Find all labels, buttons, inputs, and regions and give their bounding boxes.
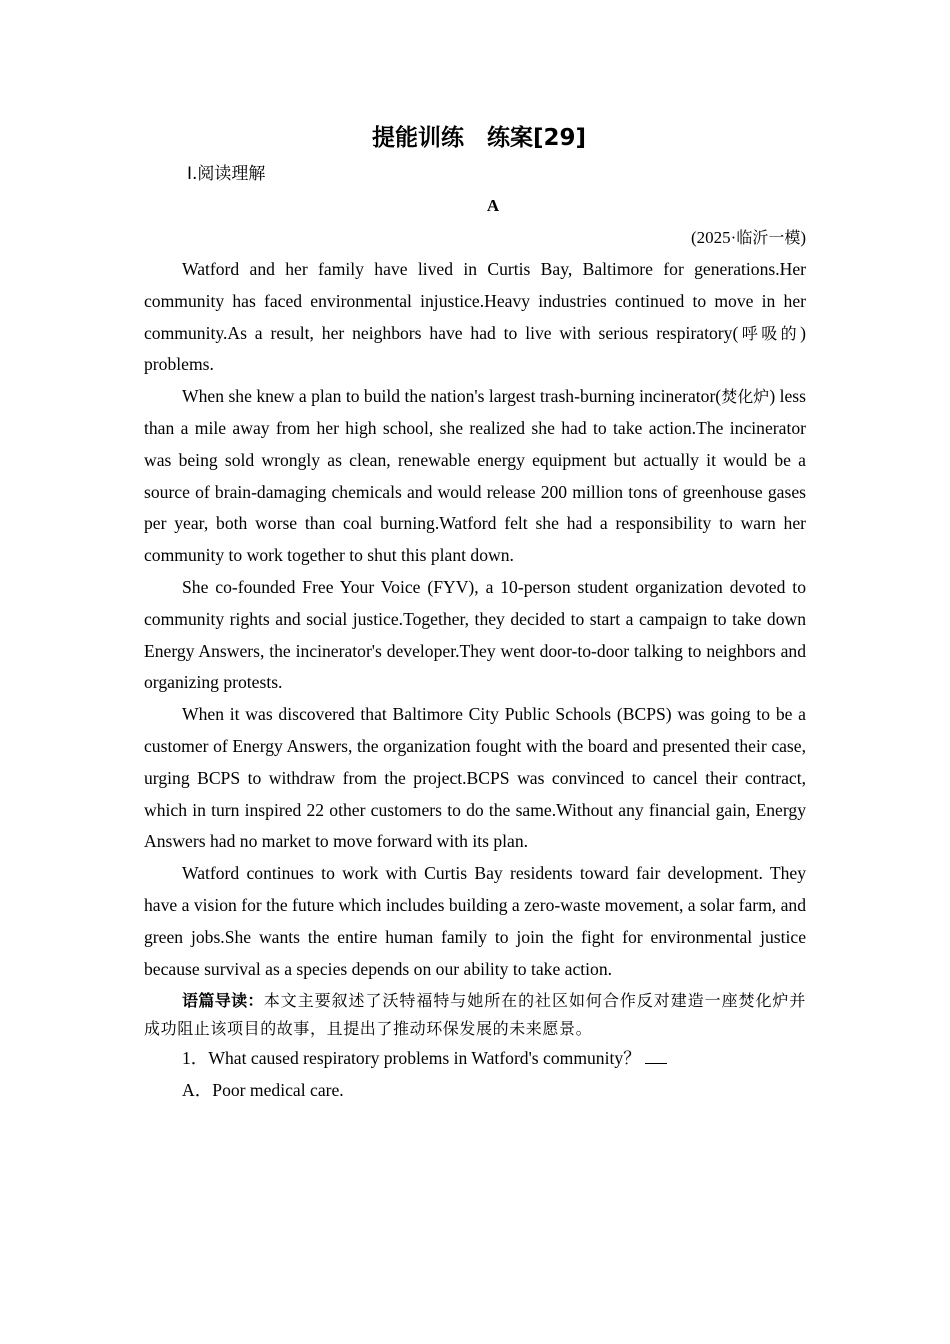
- reading-guide-text: 本文主要叙述了沃特福特与她所在的社区如何合作反对建造一座焚化炉并成功阻止该项目的故事，且提出了推动环保发展的未来愿景。: [144, 991, 806, 1039]
- passage-letter: A: [486, 196, 500, 215]
- gloss-incinerator: 焚化炉: [721, 387, 770, 407]
- paragraph-3: She co-founded Free Your Voice (FYV), a 10-person student organization devoted to community rights and social justice.Together, they decided to start a campaign to take down Energy Answers, the incinerator's developer.They went door-to-door talking to neighbors and organizing protests.: [144, 576, 806, 693]
- paragraph-1-text-b: ) problems.: [144, 322, 806, 375]
- paragraph-1: [144, 254, 806, 381]
- answer-blank[interactable]: [645, 1047, 667, 1064]
- paragraph-2-text-a: When she knew a plan to build the nation's largest trash-burning incinerator(: [182, 386, 722, 407]
- source-close: ): [800, 228, 806, 247]
- section-heading: Ⅰ.阅读理解: [187, 164, 266, 184]
- paragraph-2: [144, 381, 806, 572]
- source-name: 临沂一模: [736, 228, 801, 247]
- gloss-respiratory: 呼吸的: [738, 323, 801, 343]
- source-open: (2025·: [690, 228, 737, 247]
- reading-guide-label: 语篇导读：: [182, 991, 264, 1011]
- reading-guide: [144, 987, 806, 1043]
- question-1: [144, 1043, 806, 1075]
- paragraph-1-text-a: Watford and her family have lived in Curtis Bay, Baltimore for generations.Her community has faced environmental injustice.Heavy industries continued to move in her community.As a result, her neighbors have had to live with serious respiratory(: [144, 259, 806, 343]
- paragraph-2-text-b: ) less than a mile away from her high school, she realized she had to take action.The incinerator was being sold wrongly as clean, renewable energy equipment but actually it would be a source of brain-damaging chemicals and would release 200 million tons of greenhouse gases per year, both worse than coal burning.Watford felt she had a responsibility to warn her community to work together to shut this plant down.: [144, 386, 806, 566]
- passage-source: [144, 222, 806, 254]
- question-1-option-a: A．Poor medical care.: [182, 1080, 344, 1101]
- paragraph-5: Watford continues to work with Curtis Bay residents toward fair development. They have a vision for the future which includes building a zero-waste movement, a solar farm, and green jobs.She wants the entire human family to join the fight for environmental justice because survival as a species depends on our ability to take action.: [144, 863, 806, 979]
- paragraph-4: When it was discovered that Baltimore City Public Schools (BCPS) was going to be a customer of Energy Answers, the organization fought with the board and presented their case, urging BCPS to withdraw from the project.BCPS was convinced to cancel their contract, which in turn inspired 22 other customers to do the same.Without any financial gain, Energy Answers had no market to move forward with its plan.: [144, 704, 806, 852]
- page-title: 提能训练 练案[29]: [371, 125, 587, 151]
- document-page: [144, 118, 806, 1107]
- question-1-text: 1．What caused respiratory problems in Watford's community？: [182, 1048, 641, 1069]
